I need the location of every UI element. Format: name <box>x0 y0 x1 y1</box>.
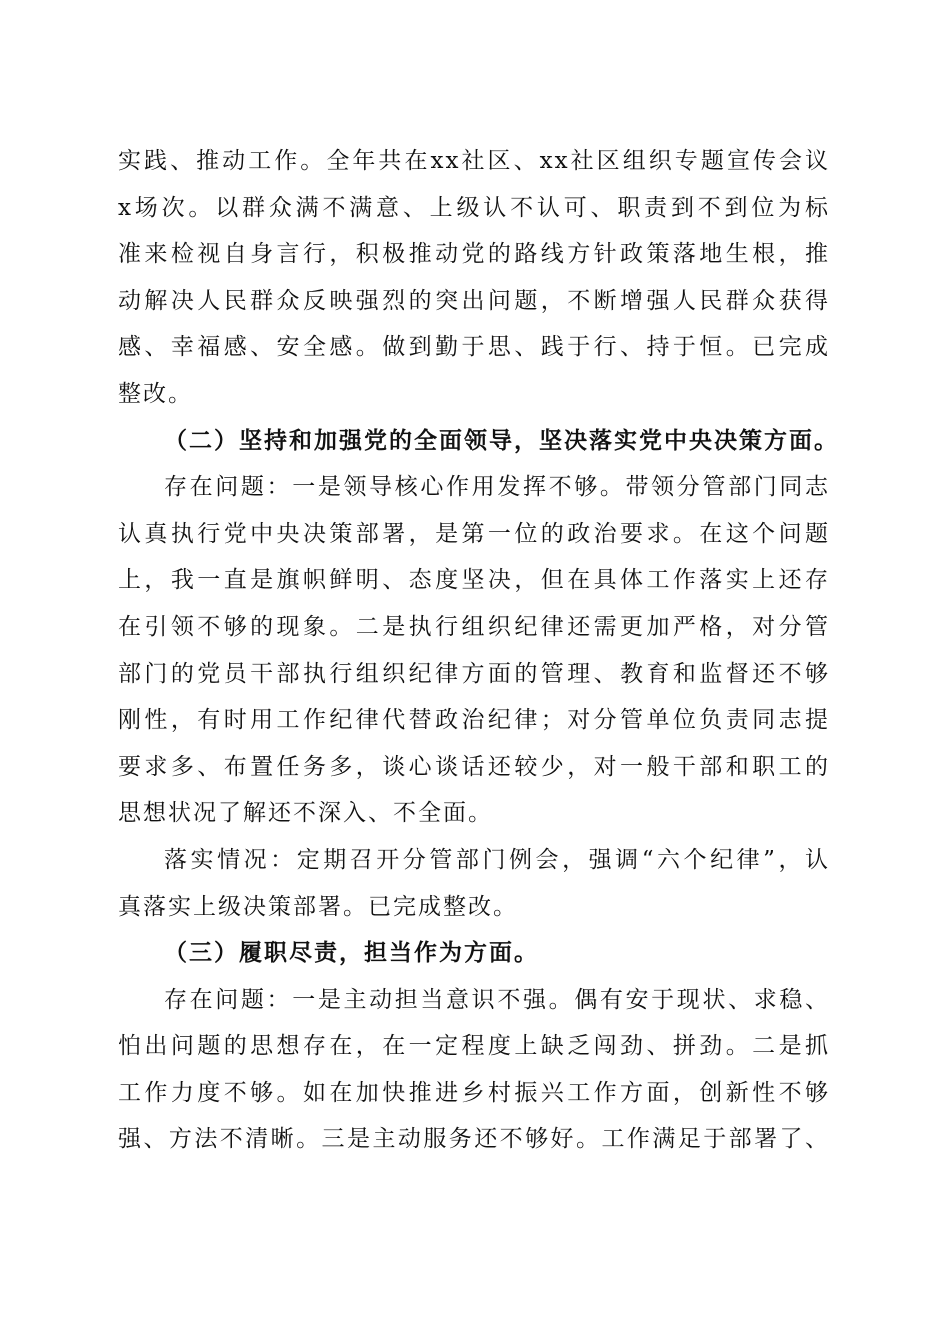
paragraph-line: 实践、推动工作。全年共在xx社区、xx社区组织专题宣传会议 <box>118 148 830 174</box>
paragraph-line: x场次。以群众满不满意、上级认不认可、职责到不到位为标 <box>118 194 830 221</box>
paragraph-line: 怕出问题的思想存在，在一定程度上缺乏闯劲、拼劲。二是抓 <box>118 1033 830 1060</box>
paragraph-line: 思想状况了解还不深入、不全面。 <box>118 800 493 827</box>
paragraph-line: 强、方法不清晰。三是主动服务还不够好。工作满足于部署了、 <box>118 1126 830 1153</box>
paragraph-line: 感、幸福感、安全感。做到勤于思、践于行、持于恒。已完成 <box>118 334 830 361</box>
paragraph-line: 存在问题：一是主动担当意识不强。偶有安于现状、求稳、 <box>164 986 830 1013</box>
paragraph-line: 准来检视自身言行，积极推动党的路线方针政策落地生根，推 <box>118 241 830 268</box>
section-heading-3: （三）履职尽责，担当作为方面。 <box>164 940 539 967</box>
paragraph-line: 在引领不够的现象。二是执行组织纪律还需更加严格，对分管 <box>118 613 830 640</box>
paragraph-line: 整改。 <box>118 380 193 407</box>
paragraph-line: 认真执行党中央决策部署，是第一位的政治要求。在这个问题 <box>118 520 830 547</box>
paragraph-line: 真落实上级决策部署。已完成整改。 <box>118 893 518 920</box>
section-heading-2: （二）坚持和加强党的全面领导，坚决落实党中央决策方面。 <box>164 427 839 454</box>
document-body <box>118 138 839 1163</box>
paragraph-line: 存在问题：一是领导核心作用发挥不够。带领分管部门同志 <box>164 474 830 501</box>
paragraph-line: 上，我一直是旗帜鲜明、态度坚决，但在具体工作落实上还存 <box>118 567 830 594</box>
paragraph-line: 要求多、布置任务多，谈心谈话还较少，对一般干部和职工的 <box>118 753 830 780</box>
paragraph-line: 落实情况：定期召开分管部门例会，强调“六个纪律”，认 <box>164 846 830 873</box>
paragraph-line: 刚性，有时用工作纪律代替政治纪律；对分管单位负责同志提 <box>118 707 830 734</box>
paragraph-line: 动解决人民群众反映强烈的突出问题，不断增强人民群众获得 <box>118 287 830 314</box>
paragraph-line: 部门的党员干部执行组织纪律方面的管理、教育和监督还不够 <box>118 660 830 687</box>
paragraph-line: 工作力度不够。如在加快推进乡村振兴工作方面，创新性不够 <box>118 1079 830 1106</box>
